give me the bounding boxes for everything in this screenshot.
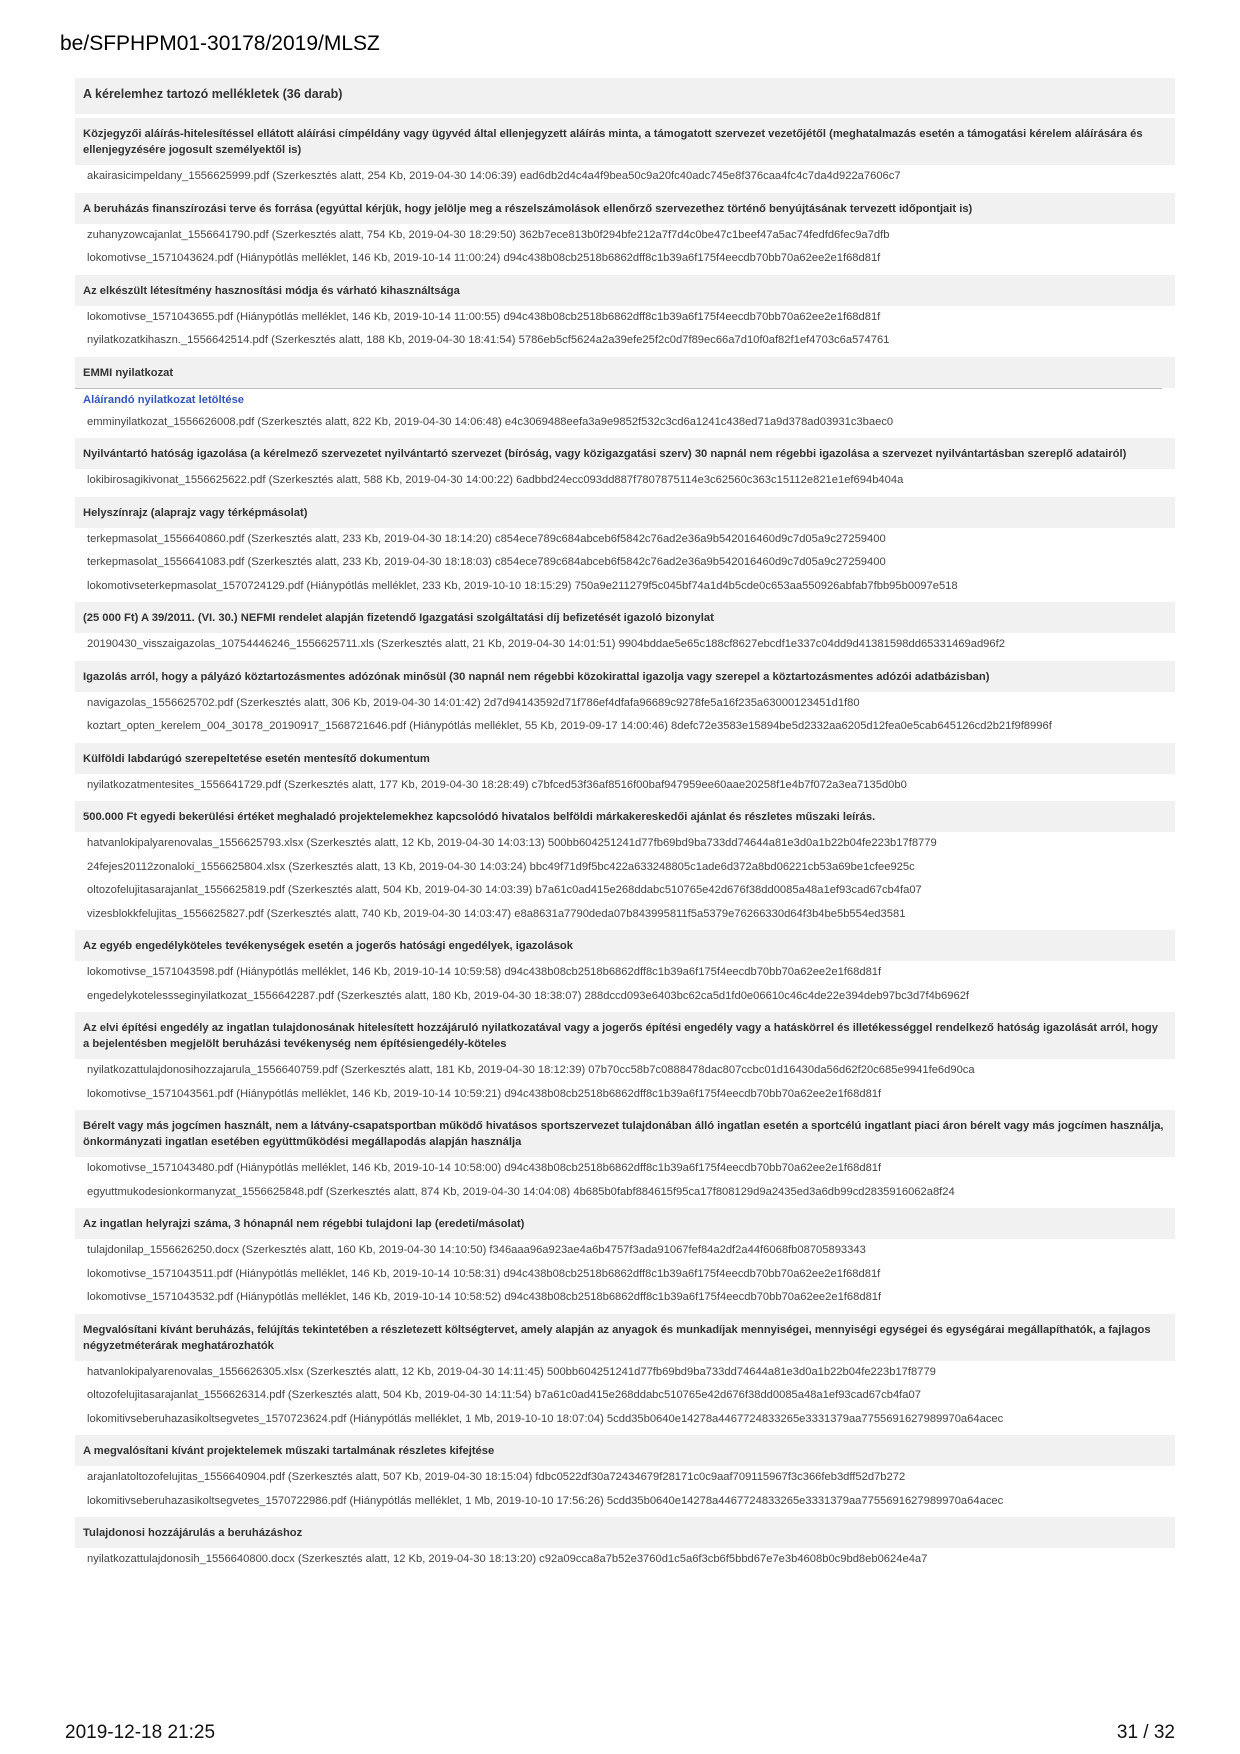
page-number: 31 / 32 [1116, 1722, 1175, 1743]
section-title: A megvalósítani kívánt projektelemek műszaki tartalmának részletes kifejtése [75, 1435, 1175, 1466]
attachment-file-entry: arajanlatoltozofelujitas_1556640904.pdf (Szerkesztés alatt, 507 Kb, 2019-04-30 18:15:04) fdbc0522df30a72434679f28171c0c9aaf709115967f3c366feb3dff52d7b272 [87, 1471, 906, 1483]
section-title: Az egyéb engedélyköteles tevékenységek esetén a jogerős hatósági engedélyek, igazolások [75, 930, 1175, 961]
attachment-file-entry: lokomotivse_1571043532.pdf (Hiánypótlás melléklet, 146 Kb, 2019-10-14 10:58:52) d94c438b08cb2518b6862dff8c1b39a6f175f4eecdb70bb70a62ee2e1f68d81f [87, 1291, 882, 1303]
attachment-file-entry: nyilatkozattulajdonosih_1556640800.docx (Szerkesztés alatt, 12 Kb, 2019-04-30 18:13:20) c92a09cca8a7b52e3760d1c5a6f3cb6f5bbd67e7e3b4608b0c9bd8eb0624e4a7 [87, 1553, 928, 1565]
attachment-file-entry: vizesblokkfelujitas_1556625827.pdf (Szerkesztés alatt, 740 Kb, 2019-04-30 14:03:47) e8a8631a7790deda07b843995811f5a5379e76266330d64f3b4be5b554ed3581 [87, 907, 906, 920]
section-title: (25 000 Ft) A 39/2011. (VI. 30.) NEFMI rendelet alapján fizetendő Igazgatási szolgáltatási díj befizetését igazoló bizonylat [75, 602, 1175, 633]
attachment-section [75, 1517, 1175, 1572]
section-title: Helyszínrajz (alaprajz vagy térképmásolat) [75, 497, 1175, 528]
section-title: Az elvi építési engedély az ingatlan tulajdonosának hitelesített hozzájáruló nyilatkozatával vagy a jogerős építési engedély vagy a hatáskörrel és illetékességgel rendelkező hatóság igazolását arról, hogy a bejelentésben megjelölt beruházási tevékenység nem építésiengedély-köteles [75, 1012, 1175, 1059]
attachment-file-entry: akairasicimpeldany_1556625999.pdf (Szerkesztés alatt, 254 Kb, 2019-04-30 14:06:39) ead6db2d4c4a4f9bea50c9a20fc40adc745e8f376caa4fc4c7da4d922a7606c7 [87, 170, 901, 182]
footer-date: 2019-12-18 21:25 [65, 1722, 216, 1743]
attachment-file-entry: lokomotivse_1571043561.pdf (Hiánypótlás melléklet, 146 Kb, 2019-10-14 10:59:21) d94c438b08cb2518b6862dff8c1b39a6f175f4eecdb70bb70a62ee2e1f68d81f [87, 1087, 882, 1100]
section-title: Közjegyzői aláírás-hitelesítéssel ellátott aláírási címpéldány vagy ügyvéd által ellenjegyzett aláírás minta, a támogatott szervezet vezetőjétől (meghatalmazás esetén a támogatási kérelem aláírására és ellenjegyzésére jogosult személyektől is) [75, 118, 1175, 165]
attachment-section [75, 1314, 1175, 1432]
attachment-file-entry: emminyilatkozat_1556626008.pdf (Szerkesztés alatt, 822 Kb, 2019-04-30 14:06:48) e4c3069488eefa3a9e9852f532c3cd6a1241c438ed71a9d378ad03931c3baec0 [87, 415, 894, 428]
download-link-row [75, 388, 1162, 411]
attachment-section [75, 1012, 1175, 1106]
attachment-section [75, 1208, 1175, 1310]
attachment-section [75, 1435, 1175, 1513]
attachment-section [75, 275, 1175, 353]
attachment-file-entry: lokomotivse_1571043598.pdf (Hiánypótlás melléklet, 146 Kb, 2019-10-14 10:59:58) d94c438b08cb2518b6862dff8c1b39a6f175f4eecdb70bb70a62ee2e1f68d81f [87, 966, 882, 978]
attachment-file-entry: navigazolas_1556625702.pdf (Szerkesztés alatt, 306 Kb, 2019-04-30 14:01:42) 2d7d94143592d71f786ef4dfafa96689c9278fe5a16f235a63000123451d1f80 [87, 696, 860, 709]
section-title: Külföldi labdarúgó szerepeltetése esetén mentesítő dokumentum [75, 743, 1175, 774]
section-title: Igazolás arról, hogy a pályázó köztartozásmentes adózónak minősül (30 napnál nem régebbi közokirattal igazolja vagy szerepel a köztartozásmentes adózói adatbázisban) [75, 661, 1175, 692]
attachment-file-entry: nyilatkozattulajdonosihozzajarula_1556640759.pdf (Szerkesztés alatt, 181 Kb, 2019-04-30 18:12:39) 07b70cc58b7c0888478dac807ccbc01d16430da56d62f20c685e9941fe6d90ca [87, 1064, 975, 1076]
attachment-file-entry: hatvanlokipalyarenovalas_1556625793.xlsx (Szerkesztés alatt, 12 Kb, 2019-04-30 14:03:13) 500bb604251241d77fb69bd9ba733dd74644a81e3d0a1b22b04fe223b17f8779 [87, 837, 937, 849]
attachment-section [75, 602, 1175, 657]
attachment-section [75, 801, 1175, 926]
attachment-file-entry: engedelykotelessseginyilatkozat_1556642287.pdf (Szerkesztés alatt, 180 Kb, 2019-04-30 18:38:07) 288dccd093e6403bc62ca5d1fd0e06610c46c4de22e394deb97bc3d7f4b6962f [87, 989, 970, 1002]
attachment-file-entry: oltozofelujitasarajanlat_1556626314.pdf (Szerkesztés alatt, 504 Kb, 2019-04-30 14:11:54) b7a61c0ad415e268ddabc510765e42d676f38dd0085a48a1ef93cad67cb4fa07 [87, 1389, 921, 1401]
attachment-file-entry: lokomotivse_1571043511.pdf (Hiánypótlás melléklet, 146 Kb, 2019-10-14 10:58:31) d94c438b08cb2518b6862dff8c1b39a6f175f4eecdb70bb70a62ee2e1f68d81f [87, 1267, 881, 1280]
section-title: EMMI nyilatkozat [75, 357, 1175, 388]
section-title: Bérelt vagy más jogcímen használt, nem a látvány-csapatsportban működő hivatásos sportszervezet tulajdonában álló ingatlan esetén a sportcélú ingatlant piaci áron bérelt vagy más jogcímen használja, önkormányzati ingatlan esetében együttműködési megállapodás alapján használja [75, 1110, 1175, 1157]
section-title: Az elkészült létesítmény hasznosítási módja és várható kihasználtsága [75, 275, 1175, 306]
section-title: 500.000 Ft egyedi bekerülési értéket meghaladó projektelemekhez kapcsolódó hivatalos belföldi márkakereskedői ajánlat és részletes műszaki leírás. [75, 801, 1175, 832]
attachment-file-entry: koztart_opten_kerelem_004_30178_20190917_1568721646.pdf (Hiánypótlás melléklet, 55 Kb, 2019-09-17 14:00:46) 8defc72e3583e15894be5d2332aa6205d12fea0e5cab645126cd2b21f9f8996f [87, 720, 1052, 732]
attachment-file-entry: nyilatkozatkihaszn._1556642514.pdf (Szerkesztés alatt, 188 Kb, 2019-04-30 18:41:54) 5786eb5cf5624a2a39efe25f2c0d7f89ec66a7d10f0af82f1ef4703c6a574761 [87, 334, 890, 346]
attachment-section [75, 438, 1175, 493]
attachment-file-entry: lokomitivseberuhazasikoltsegvetes_1570723624.pdf (Hiánypótlás melléklet, 1 Mb, 2019-10-10 18:07:04) 5cdd35b0640e14278a4467724833265e3331379aa7755691627989970a64acec [87, 1412, 1004, 1425]
attachment-file-entry: lokibirosagikivonat_1556625622.pdf (Szerkesztés alatt, 588 Kb, 2019-04-30 14:00:22) 6adbbd24ecc093dd887f7807875114e3c62560c363c15112e821e1ef694b404a [87, 474, 904, 486]
attachment-file-entry: lokomotivseterkepmasolat_1570724129.pdf (Hiánypótlás melléklet, 233 Kb, 2019-10-10 18:15:29) 750a9e211279f5c045bf74a1d4b5cde0c653aa550926abfab7fbb95b0097e518 [87, 579, 958, 592]
attachment-sections [75, 118, 1175, 1572]
attachment-section [75, 357, 1175, 435]
attachment-section [75, 661, 1175, 739]
attachment-file-entry: hatvanlokipalyarenovalas_1556626305.xlsx (Szerkesztés alatt, 12 Kb, 2019-04-30 14:11:45) 500bb604251241d77fb69bd9ba733dd74644a81e3d0a1b22b04fe223b17f8779 [87, 1365, 936, 1378]
attachment-section [75, 743, 1175, 798]
document-reference: be/SFPHPM01-30178/2019/MLSZ [60, 32, 380, 55]
attachment-section [75, 497, 1175, 599]
declaration-download-link[interactable]: Aláírandó nyilatkozat letöltése [83, 393, 245, 406]
attachment-section [75, 193, 1175, 271]
attachment-file-entry: oltozofelujitasarajanlat_1556625819.pdf (Szerkesztés alatt, 504 Kb, 2019-04-30 14:03:39) b7a61c0ad415e268ddabc510765e42d676f38dd0085a48a1ef93cad67cb4fa07 [87, 884, 922, 896]
attachment-file-entry: lokomotivse_1571043655.pdf (Hiánypótlás melléklet, 146 Kb, 2019-10-14 11:00:55) d94c438b08cb2518b6862dff8c1b39a6f175f4eecdb70bb70a62ee2e1f68d81f [87, 310, 881, 323]
attachment-file-entry: egyuttmukodesionkormanyzat_1556625848.pdf (Szerkesztés alatt, 874 Kb, 2019-04-30 14:04:08) 4b685b0fabf884615f95ca17f808129d9a2435ed3a6db99cd2835916062a8f24 [87, 1185, 955, 1198]
attachment-file-entry: zuhanyzowcajanlat_1556641790.pdf (Szerkesztés alatt, 754 Kb, 2019-04-30 18:29:50) 362b7ece813b0f294bfe212a7f7d4c0be47c1beef47a5ac74fedfd6fec9a7dfb [87, 228, 890, 241]
section-title: Tulajdonosi hozzájárulás a beruházáshoz [75, 1517, 1175, 1548]
attachment-file-entry: terkepmasolat_1556641083.pdf (Szerkesztés alatt, 233 Kb, 2019-04-30 18:18:03) c854ece789c684abceb6f5842c76ad2e36a9b542016460d9c7d05a9c27259400 [87, 556, 886, 568]
attachment-file-entry: lokomotivse_1571043624.pdf (Hiánypótlás melléklet, 146 Kb, 2019-10-14 11:00:24) d94c438b08cb2518b6862dff8c1b39a6f175f4eecdb70bb70a62ee2e1f68d81f [87, 252, 881, 264]
attachment-section [75, 118, 1175, 189]
section-title: Az ingatlan helyrajzi száma, 3 hónapnál nem régebbi tulajdoni lap (eredeti/másolat) [75, 1208, 1175, 1239]
attachment-section [75, 930, 1175, 1008]
attachment-file-entry: lokomotivse_1571043480.pdf (Hiánypótlás melléklet, 146 Kb, 2019-10-14 10:58:00) d94c438b08cb2518b6862dff8c1b39a6f175f4eecdb70bb70a62ee2e1f68d81f [87, 1162, 882, 1174]
attachments-panel [75, 78, 1175, 1572]
section-title: A beruházás finanszírozási terve és forrása (egyúttal kérjük, hogy jelölje meg a részelszámolások ellenőrző szervezethez történő benyújtásának tervezett időpontjait is) [75, 193, 1175, 224]
attachment-file-entry: tulajdonilap_1556626250.docx (Szerkesztés alatt, 160 Kb, 2019-04-30 14:10:50) f346aaa96a923ae4a6b4757f3ada91067fef84a2df2a44f6068fb08705893343 [87, 1244, 866, 1256]
attachment-file-entry: 20190430_visszaigazolas_10754446246_1556625711.xls (Szerkesztés alatt, 21 Kb, 2019-04-30 14:01:51) 9904bddae5e65c188cf8627ebcdf1e337c04dd9d41381598dd65331469ad96f2 [87, 638, 1005, 650]
attachment-file-entry: nyilatkozatmentesites_1556641729.pdf (Szerkesztés alatt, 177 Kb, 2019-04-30 18:28:49) c7bfced53f36af8516f00baf947959ee60aae20258f1e4b7f072a3ea7135d0b0 [87, 778, 907, 791]
attachments-header: A kérelemhez tartozó mellékletek (36 darab) [75, 78, 1175, 114]
attachment-file-entry: 24fejes20112zonaloki_1556625804.xlsx (Szerkesztés alatt, 13 Kb, 2019-04-30 14:03:24) bbc49f71d9f5bc422a633248805c1ade6d372a8bd06221cb53a69be1cfee925c [87, 860, 915, 873]
attachment-file-entry: terkepmasolat_1556640860.pdf (Szerkesztés alatt, 233 Kb, 2019-04-30 18:14:20) c854ece789c684abceb6f5842c76ad2e36a9b542016460d9c7d05a9c27259400 [87, 532, 886, 545]
section-title: Megvalósítani kívánt beruházás, felújítás tekintetében a részletezett költségtervet, amely alapján az anyagok és munkadíjak mennyiségei, mennyiségi egységei és egységárai megállapíthatók, a fajlagos négyzetméterárak meghatározhatók [75, 1314, 1175, 1361]
attachment-section [75, 1110, 1175, 1204]
attachment-file-entry: lokomitivseberuhazasikoltsegvetes_1570722986.pdf (Hiánypótlás melléklet, 1 Mb, 2019-10-10 17:56:26) 5cdd35b0640e14278a4467724833265e3331379aa7755691627989970a64acec [87, 1494, 1004, 1507]
section-title: Nyilvántartó hatóság igazolása (a kérelmező szervezetet nyilvántartó szervezet (bíróság, vagy közigazgatási szerv) 30 napnál nem régebbi igazolása a szervezet nyilvántartásban szereplő adatairól) [75, 438, 1175, 469]
